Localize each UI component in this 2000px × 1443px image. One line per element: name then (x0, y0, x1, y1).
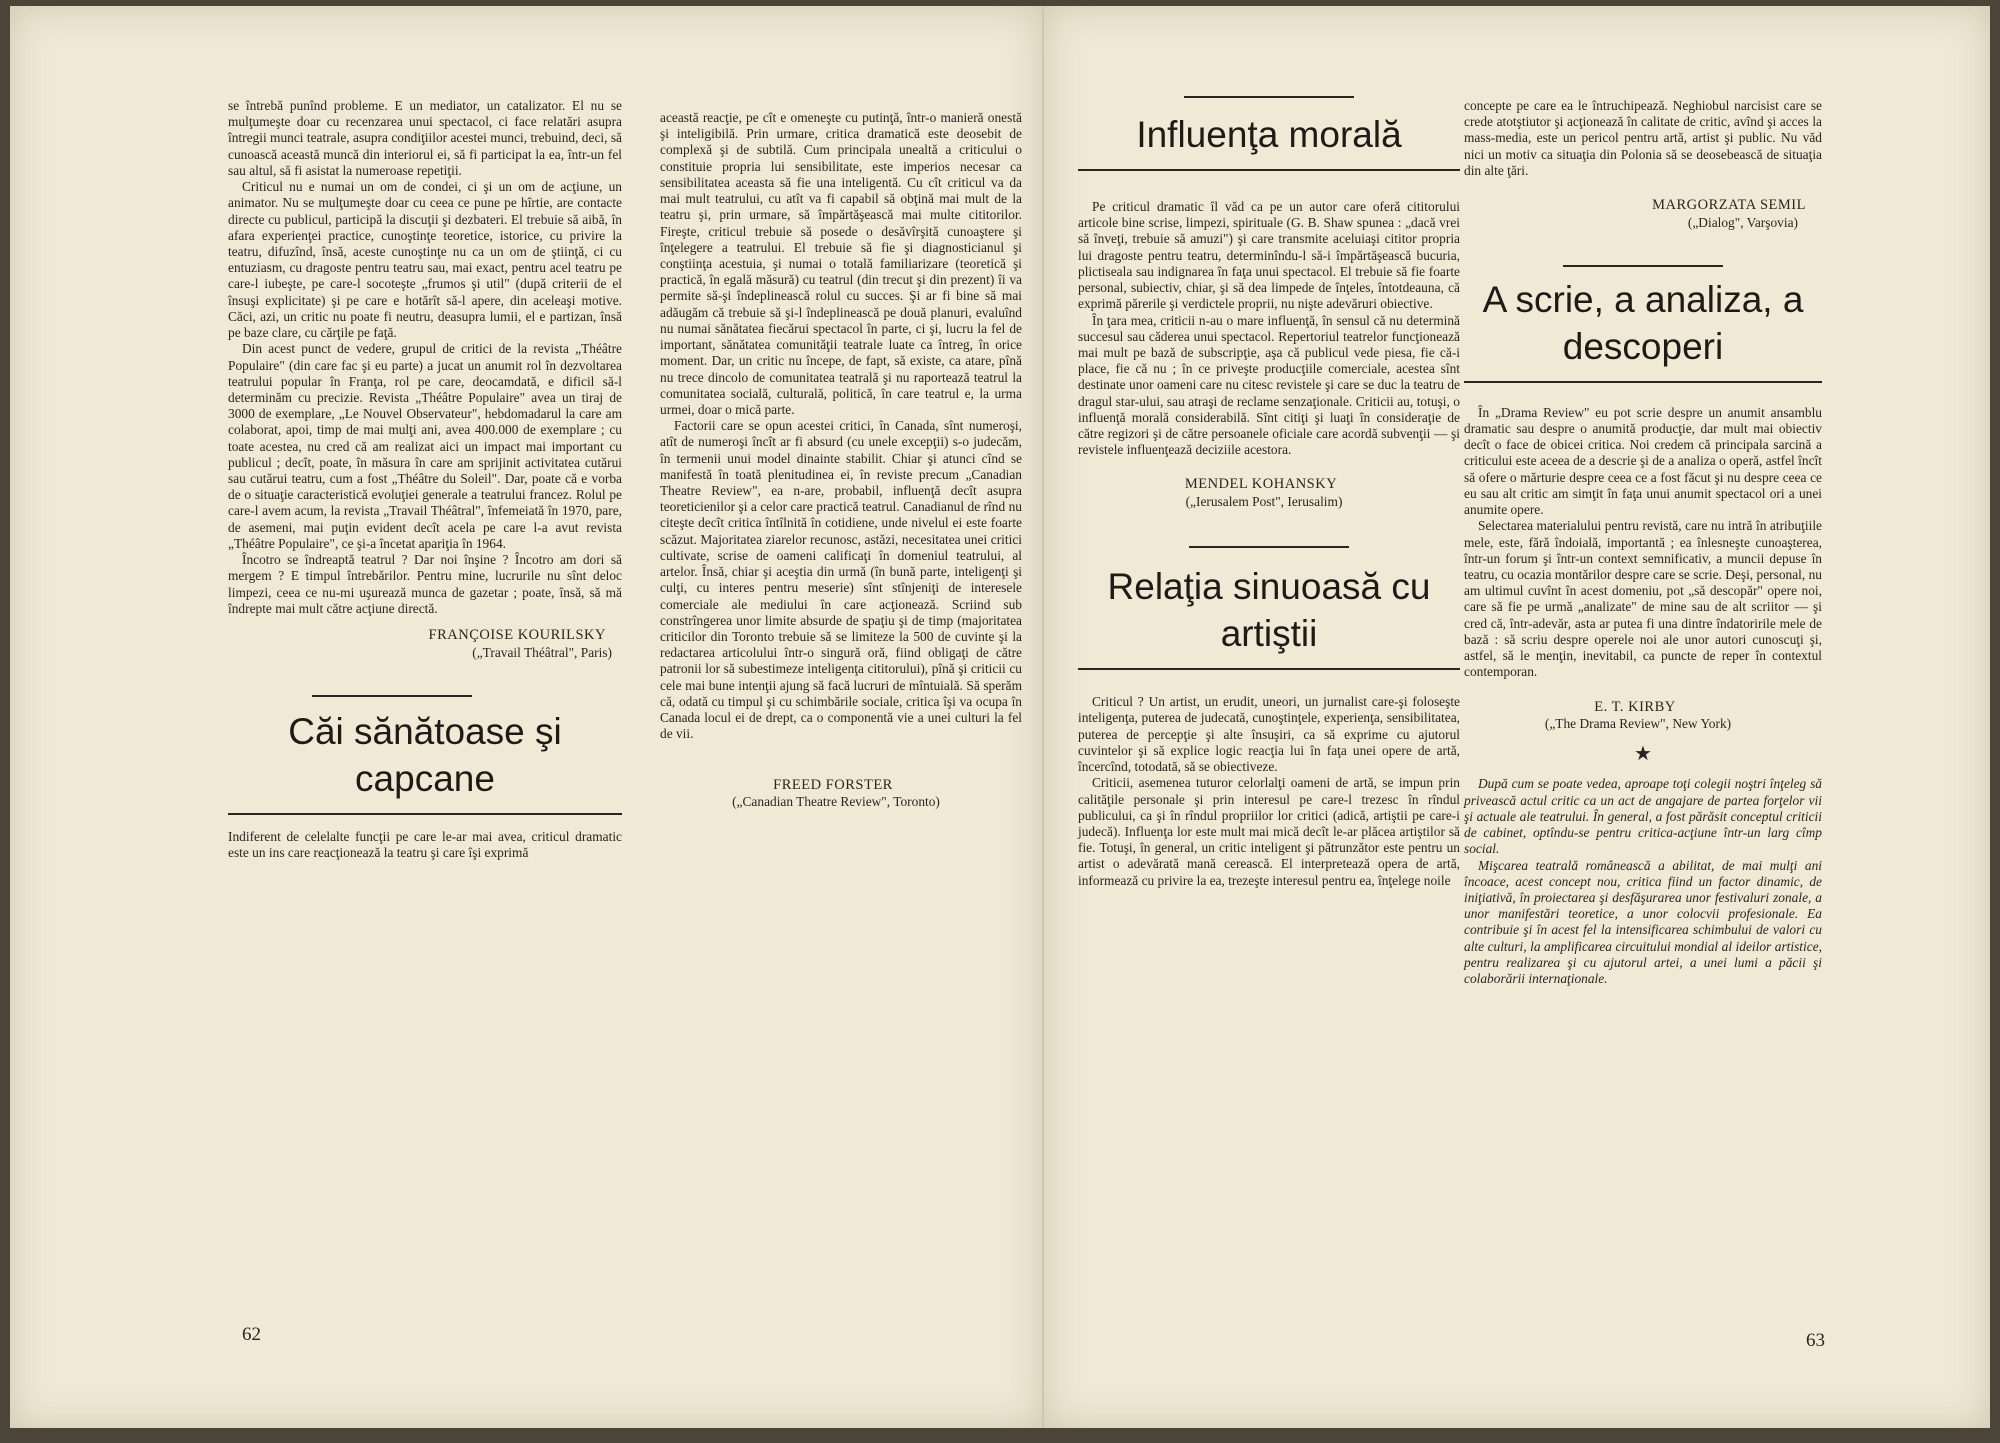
paragraph: Pe criticul dramatic îl văd ca pe un autor care oferă cititorului articole bine scrise, limpezi, spirituale (G. B. Shaw spunea : „dacă vrei să înveţi, trebuie să amuzi") şi care transmite aceluiaşi cititor propria lui dragoste pentru teatru, determinîndu-l să-i împărtăşească bucuria, plictiseala sau indignarea în faţa unui spectacol. El trebuie să fie foarte personal, subiectiv, chiar, şi să dea limpede de înţeles, întotdeauna, că exprimă părerile şi verdictele proprii, nu nişte adevăruri obiective. (1078, 198, 1460, 312)
section-rule (228, 813, 622, 815)
section-heading: Relaţia sinuoasă cu artiştii (1107, 566, 1431, 655)
section-heading: Căi sănătoase şi capcane (288, 710, 562, 799)
paragraph: În ţara mea, criticii n-au o mare influenţă, în sensul că nu determină succesul sau căderea unui spectacol. Repertoriul teatrelor funcţionează mai mult pe bază de subscripţie, aşa că publicul vede piesa, fie că-i place, fie că nu ; în ce priveşte producţiile comerciale, acestea sînt destinate unor oameni care nu citesc revistele şi care se duc la teatru de dragul star-ului, sau atraşi de reclame senzaţionale. Criticii au, totuşi, o influenţă morală considerabilă. Sînt citiţi şi luaţi în consideraţie de către regizori şi de către persoanele oficiale care acordă subvenţii — şi revistele influenţează deciziile acestora. (1078, 312, 1460, 458)
left-page (10, 6, 1044, 1428)
author-source: („The Drama Review", New York) (1544, 716, 1732, 732)
paragraph: această reacţie, pe cît e omeneşte cu putinţă, într-o manieră onestă şi inteligibilă. Prin urmare, critica dramatică este deosebit de complexă şi de subtilă. Cum principala unealtă a criticului o constituie propria lui sensibilitate, este imperios necesar ca sensibilitatea aceasta să fie una inteligentă. Cu cît criticul va da mai mult teatrului, cu atît va fi capabil să obţină mai mult de la teatru şi, prin urmare, să împărtăşească mai multe cititorilor. Fireşte, criticul trebuie să posede o desăvîrşită cunoaştere şi înţelegere a teatrului. El trebuie să fie şi diagnosticianul şi conştiinţa acestuia, şi numai o totală familiarizare (teoretică şi practică, în egală măsură) cu teatrul (din trecut şi din prezent) îi va permite să-şi îndeplinească rolul cu succes. Şi ar fi bine să mai adăugăm că trebuie să şi-l îndeplinească pe două planuri, evaluînd nu numai sănătatea fiecărui spectacol în parte, ci şi, lucru la fel de important, sănătatea comunităţii teatrale luate ca întreg, în orice moment. Dar, un critic nu începe, de fapt, să existe, ca atare, pînă nu trece dincolo de comunitatea teatrală şi nu raportează teatrul la comunitatea socială, culturală, politică, în care teatrul e, la urma urmei, doar o mică parte. (660, 110, 1022, 417)
section-heading: Influenţa morală (1136, 114, 1402, 155)
paragraph: se întrebă punînd probleme. E un mediator, un catalizator. El nu se mulţumeşte doar cu recenzarea unui spectacol, ci face relatări asupra întregii munci teatrale, asupra condiţiilor acestei munci, trebuind, deci, să cunoască această muncă din interiorul ei, să fi participat la ea, într-un fel sau altul, să fi asistat la numeroase repetiţii. (228, 98, 622, 178)
author-signature: MARGORZATA SEMIL (1652, 197, 1806, 214)
paragraph: În „Drama Review" eu pot scrie despre un anumit ansamblu dramatic sau despre o anumită producţie, dar mult mai obiectiv decît o face de obicei critica. Noi credem că principala sarcină a criticului este aceea de a descrie şi de a analiza o operă, astfel încît să ofere o mărturie despre ceea ce a fost făcut şi nu despre ceea ce eu sau alt critic am simţit în faţa unui anumit spectacol ori a unei anumite opere. (1464, 404, 1822, 518)
author-source: („Dialog", Varşovia) (1687, 214, 1798, 230)
column-2 (660, 110, 1022, 810)
paragraph: Indiferent de celelalte funcţii pe care le-ar mai avea, criticul dramatic este un ins care reacţionează la teatru şi care îşi exprimă (228, 828, 622, 860)
section-rule (1078, 169, 1460, 171)
section-rule (1078, 668, 1460, 670)
right-page (1044, 6, 1990, 1428)
paragraph: Selectarea materialului pentru revistă, care nu intră în atribuţiile mele, este, fără îndoială, importantă ; ea înlesneşte cunoaşterea, într-un forum şi într-un context semnificativ, a muncii depuse în teatru, cu ocazia montărilor despre care se scrie. Deşi, personal, nu am ultimul cuvînt în acest domeniu, pot „să descopăr" opere noi, care să fie pe urmă „analizate" de mine sau de alt scriitor — şi cred că, într-adevăr, asta ar putea fi una dintre îndatoririle mele de bază : să scriu despre operele noi ale unor autori cunoscuţi şi, astfel, să le menţin, inevitabil, ca puncte de reper în contextul contemporan. (1464, 518, 1822, 680)
page-number: 63 (1806, 1330, 1825, 1351)
section-rule (1563, 265, 1723, 267)
paragraph: Factorii care se opun acestei critici, în Canada, sînt numeroşi, atît de numeroşi încît ar fi absurd (cu unele excepţii) s-o judecăm, în termenii unui model dinainte stabilit. Chiar şi atunci cînd se manifestă în toată plenitudinea ei, în reviste precum „Canadian Theatre Review", ea n-are, probabil, influenţă decît asupra teoreticienilor şi a celor care practică teatrul. Canadianul de rînd nu citeşte decît critica întîlnită în cotidiene, unde nivelul ei este foarte scăzut. Majoritatea ziarelor recunosc, astăzi, necesitatea unei critici cultivate, scrise de oameni calificaţi în domeniul teatrului, al artelor. Însă, chiar şi aceştia din urmă (în bună parte, inteligenţi şi culţi, cu interes pentru meserie) sînt stînjeniţi de interesele comerciale ale mediului în care acţionează. Scriind sub constrîngerea unor limite absurde de spaţiu şi de timp (majoritatea criticilor din Toronto trebuie să se limiteze la 500 de cuvinte şi la redactarea articolului într-o singură oră, fiind obligaţi de către patronii lor să subestimeze inteligenţa cititorului), pînă şi criticii cu cele mai bune intenţii ajung să facă lucruri de mîntuială. Să sperăm că, odată cu timpul şi cu schimbările sociale, critica îşi va ocupa în Canada locul ei de drept, ca o componentă vie a unei culturi la fel de vii. (660, 418, 1022, 742)
paragraph: După cum se poate vedea, aproape toţi colegii noştri înţeleg să privească actul critic ca un act de angajare de partea forţelor vii şi actuale ale teatrului. În general, a fost părăsit conceptul criticii de cabinet, optîndu-se pentru critica-acţiune într-un larg cîmp social. (1464, 776, 1822, 857)
section-rule (312, 695, 472, 697)
author-signature: MENDEL KOHANSKY (1184, 476, 1338, 493)
author-signature: FRANÇOISE KOURILSKY (428, 627, 606, 643)
paragraph: Criticul ? Un artist, un erudit, uneori, un jurnalist care-şi foloseşte inteligenţa, puterea de judecată, cunoştinţele, experienţa, sensibilitatea, puterea de percepţie şi alte însuşiri, ca să exprime cu ajutorul cuvintelor şi să explice logic reacţia lui în faţa unei opere de artă, încercînd, totodată, să se obiectiveze. (1078, 694, 1460, 775)
column-4 (1464, 98, 1822, 987)
author-source: („Travail Théâtral", Paris) (472, 644, 612, 660)
closing-note (1464, 776, 1822, 987)
author-signature: E. T. KIRBY (1594, 698, 1676, 715)
paragraph: Criticii, asemenea tuturor celorlalţi oameni de artă, se impun prin calităţile personale şi prin interesul pe care-l trezesc în rîndul publicului, ca şi în rîndul propriilor lor critici (adică, artiştii pe care-i judecă). Influenţa lor este mult mai mică decît le-ar plăcea artiştilor să fie. Totuşi, în general, un critic inteligent şi pătrunzător este pentru un artist o adevărată mană cerească. El interpretează opera de artă, informează cu privire la ea, trezeşte interesul pentru ea, înţelege noile (1078, 775, 1460, 888)
paragraph: Încotro se îndreaptă teatrul ? Dar noi înşine ? Încotro am dori să mergem ? E timpul întrebărilor. Pentru mine, lucrurile nu sînt deloc limpezi, ceea ce nu-mi uşurează munca de gazetar ; poate, însă, să mă îndrepte mai mult către acţiune directă. (228, 552, 622, 616)
paragraph: Criticul nu e numai un om de condei, ci şi un om de acţiune, un animator. Nu se mulţumeşte doar cu ceea ce pune pe hîrtie, are contacte directe cu publicul, participă la discuţii şi dezbateri. El trebuie să aibă, în afara experienţei practice, cunoştinţe teoretice, istorice, cu privire la teatru, difuzînd, însă, aceste cunoştinţe nu ca un om de ştiinţă, ci cu entuziasm, cu dragoste pentru teatru sau, mai exact, pentru acel teatru pe care-l iubeşte, pe care-l socoteşte „frumos şi util" (după criterii de el însuşi explicitate) şi pe care e hotărît să-l apere, din aceleaşi motive. Căci, azi, un critic nu poate fi neutru, deasupra lumii, el e partizan, însă pe baze clare, cu cărţile pe faţă. (228, 179, 622, 341)
paragraph: Mişcarea teatrală românească a abilitat, de mai mulţi ani încoace, acest concept nou, critica fiind un factor dinamic, de iniţiativă, în proiectarea şi desfăşurarea unor festivaluri zonale, a unor manifestări teoretice, a unor colocvii profesionale. Ea contribuie şi în acest fel la intensificarea schimbului de valori cu alte culturi, la amplificarea circuitului mondial al ideilor artistice, pentru realizarea şi cu ajutorul artei, a unei lumi a păcii şi colaborării internaţionale. (1464, 857, 1822, 987)
section-rule (1184, 96, 1354, 98)
author-source: („Ierusalem Post", Ierusalim) (1185, 494, 1343, 510)
paragraph: concepte pe care ea le întruchipează. Neghiobul narcisist care se crede atotştiutor şi acţionează în calitate de critic, avînd şi acces la mass-media, este un pericol pentru artă, artist şi public. Nu văd nici un motiv ca situaţia din Polonia să se deosebească de situaţia din alte ţări. (1464, 98, 1822, 178)
author-source: („Canadian Theatre Review", Toronto) (732, 794, 940, 810)
paragraph: Din acest punct de vedere, grupul de critici de la revista „Théâtre Populaire" (din care fac şi eu parte) a jucat un anumit rol în dezvoltarea teatrului popular în Franţa, rol pe care, deocamdată, e dificil să-l determinăm cu precizie. Revista „Théâtre Populaire" avea un tiraj de 3000 de exemplare, „Le Nouvel Observateur", hebdomadarul la care am colaborat, apoi, timp de mai mulţi ani, avea 400.000 de exemplare ; cu toate acestea, nu cred că am realizat aici un impact mai important cu publicul ; decît, poate, în măsura în care am sprijinit activitatea cutărui sau cutărui teatru, cum a fost „Théâtre du Soleil". Dar, poate că e vorba de o situaţie caracteristică evoluţiei generale a teatrului francez. Rolul pe care-l avem acum, la revista „Travail Théâtral", înfemeiată în 1970, pare, de asemeni, mai puţin evident decît acela pe care l-a avut revista „Théâtre Populaire", ce şi-a încetat apariţia în 1964. (228, 341, 622, 551)
section-heading: A scrie, a analiza, a descoperi (1482, 278, 1804, 367)
column-1 (228, 98, 622, 861)
column-3 (1078, 96, 1460, 889)
page-number: 62 (242, 1324, 261, 1345)
star-separator: ★ (1634, 743, 1652, 766)
author-signature: FREED FORSTER (773, 776, 893, 793)
section-rule (1189, 546, 1349, 548)
section-rule (1464, 381, 1822, 383)
